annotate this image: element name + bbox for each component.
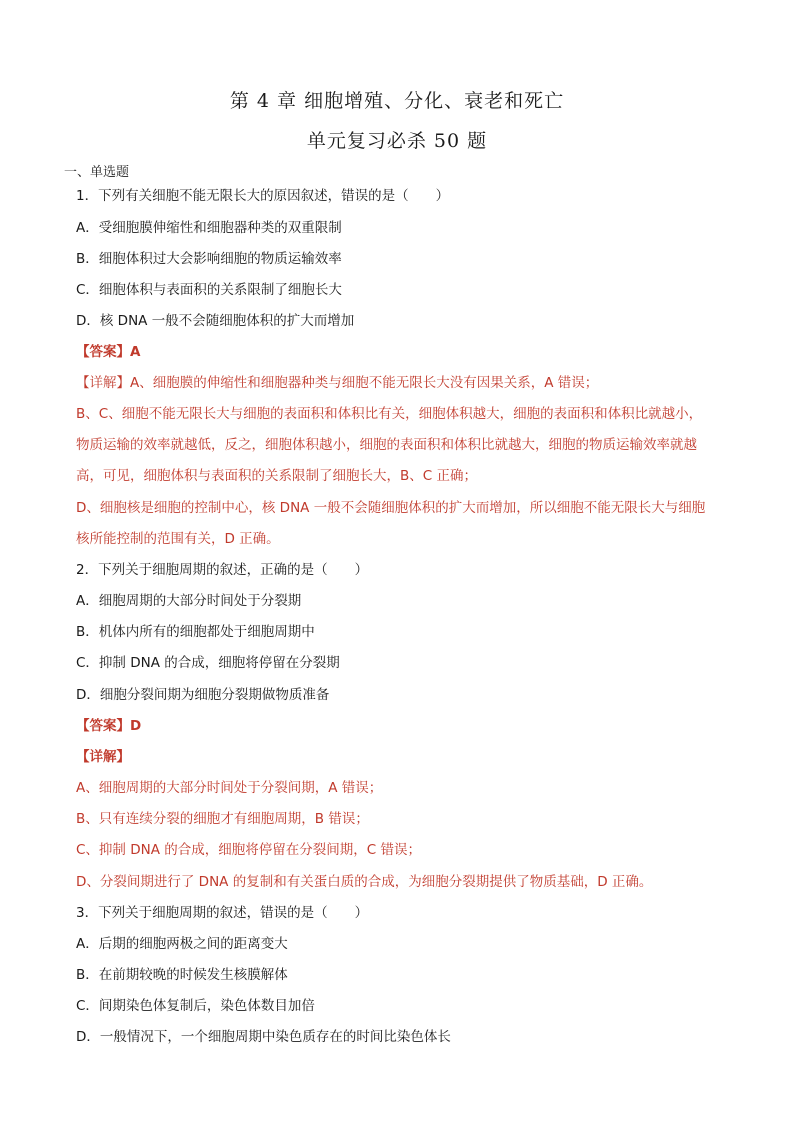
question-2-detail-line: A、细胞周期的大部分时间处于分裂间期，A 错误； bbox=[76, 780, 383, 796]
question-3-option-c: C．间期染色体复制后，染色体数目加倍 bbox=[76, 998, 315, 1014]
question-2-option-d: D．细胞分裂间期为细胞分裂期做物质准备 bbox=[76, 687, 330, 703]
question-1-detail-line: 高，可见，细胞体积与表面积的关系限制了细胞长大，B、C 正确； bbox=[76, 468, 477, 484]
question-3-stem: 3．下列关于细胞周期的叙述，错误的是（ ） bbox=[76, 905, 369, 921]
question-3-option-d: D．一般情况下，一个细胞周期中染色质存在的时间比染色体长 bbox=[76, 1029, 451, 1045]
question-2-detail-line: B、只有连续分裂的细胞才有细胞周期，B 错误； bbox=[76, 811, 369, 827]
question-2-detail-line: D、分裂间期进行了 DNA 的复制和有关蛋白质的合成，为细胞分裂期提供了物质基础，D 正确。 bbox=[76, 874, 653, 890]
question-2-option-c: C．抑制 DNA 的合成，细胞将停留在分裂期 bbox=[76, 655, 340, 671]
chapter-subtitle: 单元复习必杀 50 题 bbox=[306, 130, 488, 152]
question-2-option-a: A．细胞周期的大部分时间处于分裂期 bbox=[76, 593, 302, 609]
question-2-detail-line: C、抑制 DNA 的合成，细胞将停留在分裂间期，C 错误； bbox=[76, 842, 421, 858]
question-1-detail-line: 物质运输的效率就越低，反之，细胞体积越小，细胞的表面积和体积比就越大，细胞的物质运输效率就越 bbox=[76, 437, 697, 453]
question-1-answer: 【答案】A bbox=[76, 344, 141, 360]
question-3-option-b: B．在前期较晚的时候发生核膜解体 bbox=[76, 967, 288, 983]
question-1-option-d: D．核 DNA 一般不会随细胞体积的扩大而增加 bbox=[76, 313, 355, 329]
section-heading: 一、单选题 bbox=[64, 165, 130, 180]
question-1-detail-line: D、细胞核是细胞的控制中心，核 DNA 一般不会随细胞体积的扩大而增加，所以细胞不能无限长大与细胞 bbox=[76, 500, 706, 516]
question-1-stem: 1．下列有关细胞不能无限长大的原因叙述，错误的是（ ） bbox=[76, 188, 450, 204]
question-2-stem: 2．下列关于细胞周期的叙述，正确的是（ ） bbox=[76, 562, 369, 578]
chapter-title: 第 4 章 细胞增殖、分化、衰老和死亡 bbox=[229, 90, 565, 112]
question-1-detail-line: 【详解】A、细胞膜的伸缩性和细胞器种类与细胞不能无限长大没有因果关系，A 错误； bbox=[76, 375, 599, 391]
question-1-option-b: B．细胞体积过大会影响细胞的物质运输效率 bbox=[76, 251, 342, 267]
question-2-answer: 【答案】D bbox=[76, 718, 142, 734]
question-1-detail-line: B、C、细胞不能无限长大与细胞的表面积和体积比有关，细胞体积越大，细胞的表面积和体积比就越小， bbox=[76, 406, 703, 422]
question-1-option-a: A．受细胞膜伸缩性和细胞器种类的双重限制 bbox=[76, 220, 342, 236]
question-2-detail-heading: 【详解】 bbox=[76, 749, 130, 765]
question-2-option-b: B．机体内所有的细胞都处于细胞周期中 bbox=[76, 624, 315, 640]
question-1-option-c: C．细胞体积与表面积的关系限制了细胞长大 bbox=[76, 282, 342, 298]
question-1-detail-line: 核所能控制的范围有关，D 正确。 bbox=[76, 531, 280, 547]
question-3-option-a: A．后期的细胞两极之间的距离变大 bbox=[76, 936, 288, 952]
